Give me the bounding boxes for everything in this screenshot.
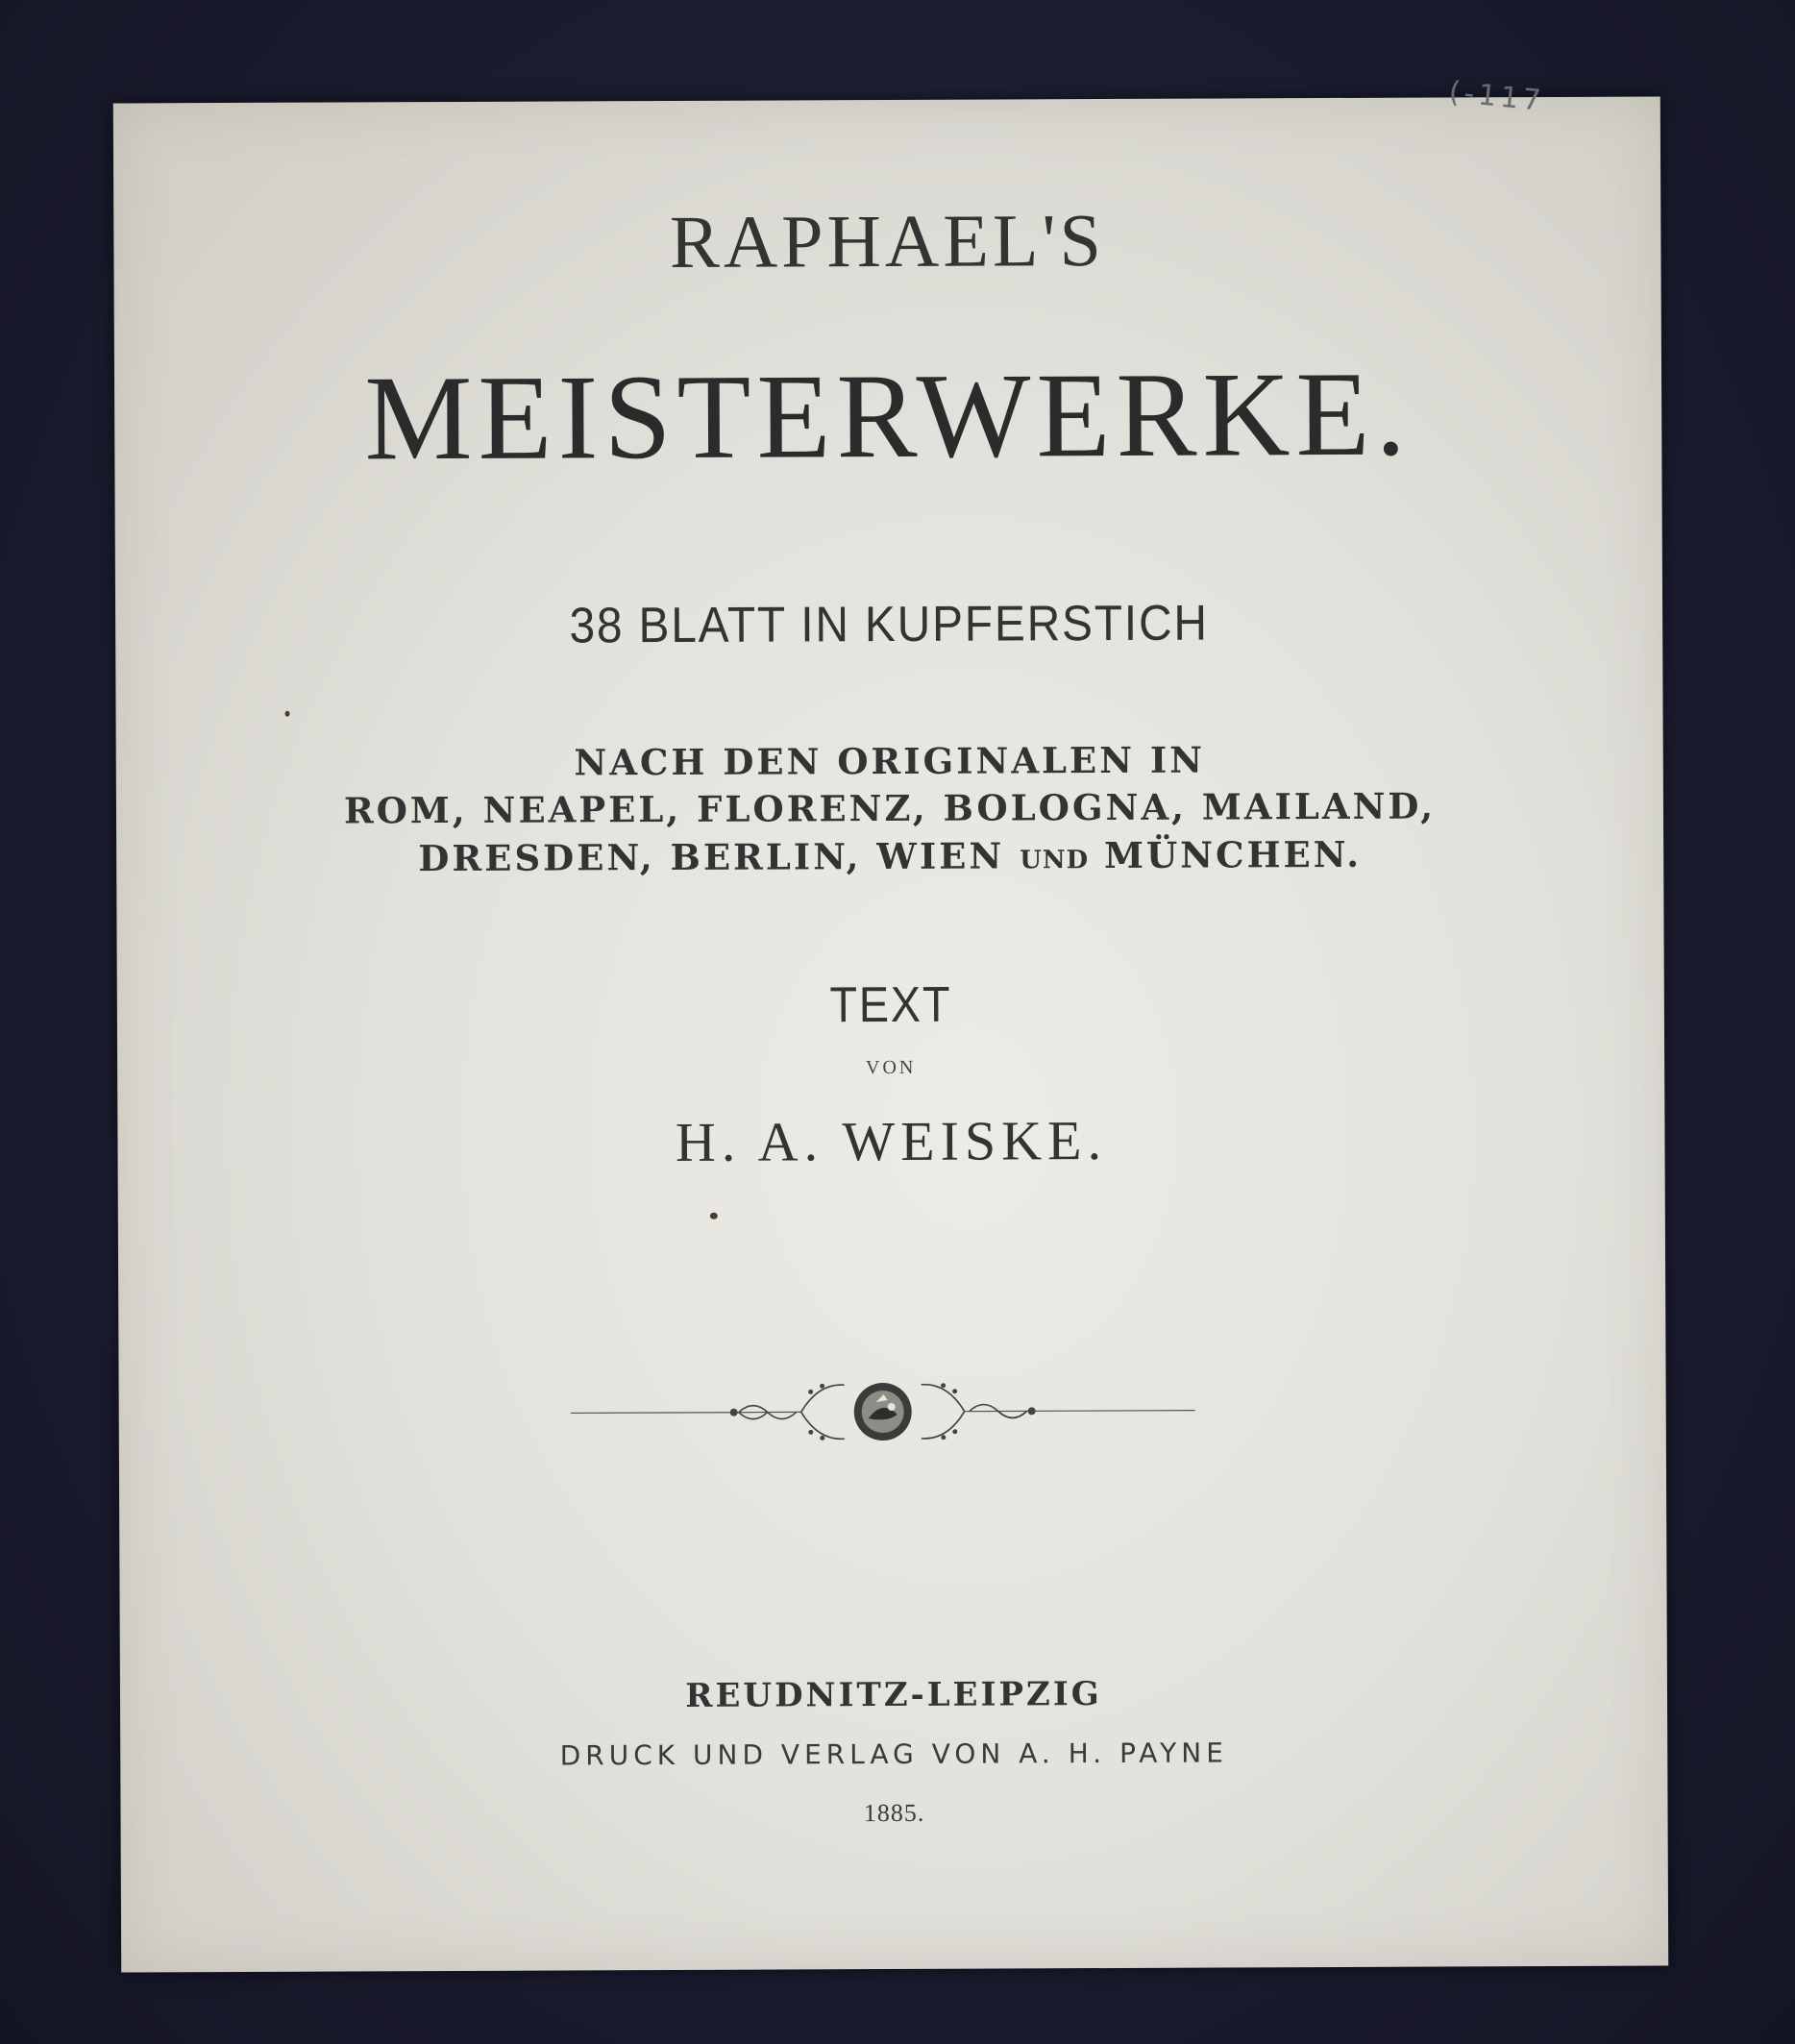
text-label: TEXT xyxy=(829,976,952,1034)
title-page-sheet xyxy=(113,75,1668,1972)
corner-pencil-mark: (-117 xyxy=(1447,75,1547,119)
publisher-line: DRUCK UND VERLAG VON A. H. PAYNE xyxy=(559,1736,1228,1772)
paper-speck xyxy=(285,711,290,717)
von-label: VON xyxy=(865,1056,917,1079)
cities-line-1: NACH DEN ORIGINALEN IN xyxy=(574,738,1206,784)
plates-line: 38 BLATT IN KUPFERSTICH xyxy=(569,595,1209,654)
publication-year: 1885. xyxy=(863,1798,925,1828)
cities-line-2: ROM, NEAPEL, FLORENZ, BOLOGNA, MAILAND, xyxy=(343,784,1437,832)
cities-line-3-und: UND xyxy=(1020,846,1090,875)
printer-ornament xyxy=(571,1367,1195,1457)
cities-line-3 xyxy=(116,831,1663,880)
cities-line-3-part-a: DRESDEN, BERLIN, WIEN xyxy=(418,834,1005,880)
cities-line-3-part-c: MÜNCHEN. xyxy=(1103,832,1363,877)
publication-place: REUDNITZ-LEIPZIG xyxy=(685,1675,1102,1715)
main-title: MEISTERWERKE. xyxy=(364,347,1413,486)
paper-speck xyxy=(710,1213,718,1219)
author-name: H. A. WEISKE. xyxy=(675,1109,1108,1173)
pre-title: RAPHAEL'S xyxy=(669,198,1106,283)
